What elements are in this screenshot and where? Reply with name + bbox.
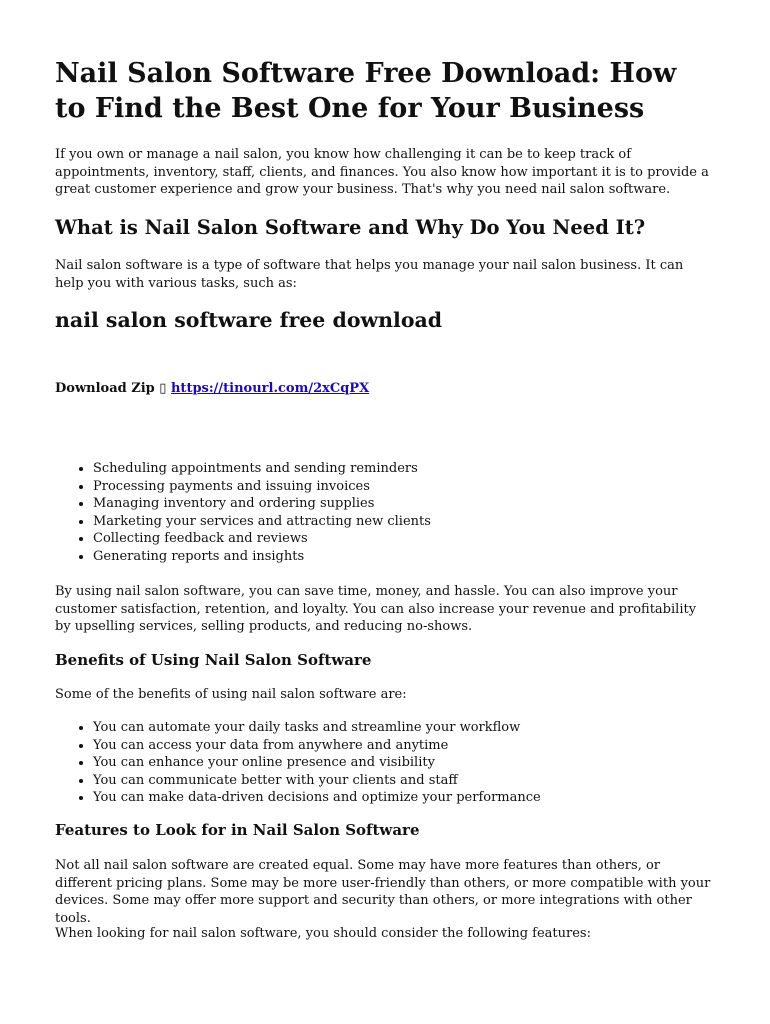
download-link[interactable]: https://tinourl.com/2xCqPX xyxy=(170,381,370,396)
benefits-intro-paragraph: Some of the benefits of using nail salon software are: xyxy=(55,687,407,702)
list-item: • Collecting feedback and reviews xyxy=(93,530,753,548)
keyword-heading: nail salon software free download xyxy=(55,308,443,332)
list-item: • You can enhance your online presence and visibility xyxy=(93,754,753,772)
section-heading-features: Features to Look for in Nail Salon Software xyxy=(55,821,420,839)
features-paragraph: Not all nail salon software are created equal. Some may have more features than others, or different pricing plans. Some may be more user-friendly than others, or more compatible with your devices. Some may offer more support and security than others, or more integrations with other tools. xyxy=(55,858,711,926)
list-item: • Processing payments and issuing invoices xyxy=(93,478,753,496)
download-label: Download Zip xyxy=(55,381,155,396)
list-item: • Generating reports and insights xyxy=(93,548,753,566)
section-heading-what-is: What is Nail Salon Software and Why Do You Need It? xyxy=(55,216,646,239)
list-item: • You can make data-driven decisions and optimize your performance xyxy=(93,789,753,807)
list-item: • You can automate your daily tasks and streamline your workflow xyxy=(93,719,753,737)
box-glyph-icon: ▯ xyxy=(159,381,167,396)
list-item: • Scheduling appointments and sending reminders xyxy=(93,460,753,478)
tasks-list xyxy=(55,460,753,566)
list-item: • Marketing your services and attracting new clients xyxy=(93,513,753,531)
download-line xyxy=(55,381,715,396)
benefits-list xyxy=(55,719,753,807)
list-item: • You can communicate better with your clients and staff xyxy=(93,772,753,790)
page-title: Nail Salon Software Free Download: How to Find the Best One for Your Business xyxy=(55,58,677,124)
intro-paragraph: If you own or manage a nail salon, you know how challenging it can be to keep track of appointments, inventory, staff, clients, and finances. You also know how important it is to provide a great customer experience and grow your business. That's why you need nail salon software. xyxy=(55,147,709,198)
benefit-summary-paragraph: By using nail salon software, you can save time, money, and hassle. You can also improve your customer satisfaction, retention, and loyalty. You can also increase your revenue and profitability by upselling services, selling products, and reducing no-shows. xyxy=(55,584,697,635)
features-intro-paragraph: When looking for nail salon software, you should consider the following features: xyxy=(55,926,591,941)
section-what-is-paragraph: Nail salon software is a type of software that helps you manage your nail salon business. It can help you with various tasks, such as: xyxy=(55,258,684,291)
list-item: • You can access your data from anywhere and anytime xyxy=(93,737,753,755)
list-item: • Managing inventory and ordering supplies xyxy=(93,495,753,513)
section-heading-benefits: Benefits of Using Nail Salon Software xyxy=(55,651,372,669)
